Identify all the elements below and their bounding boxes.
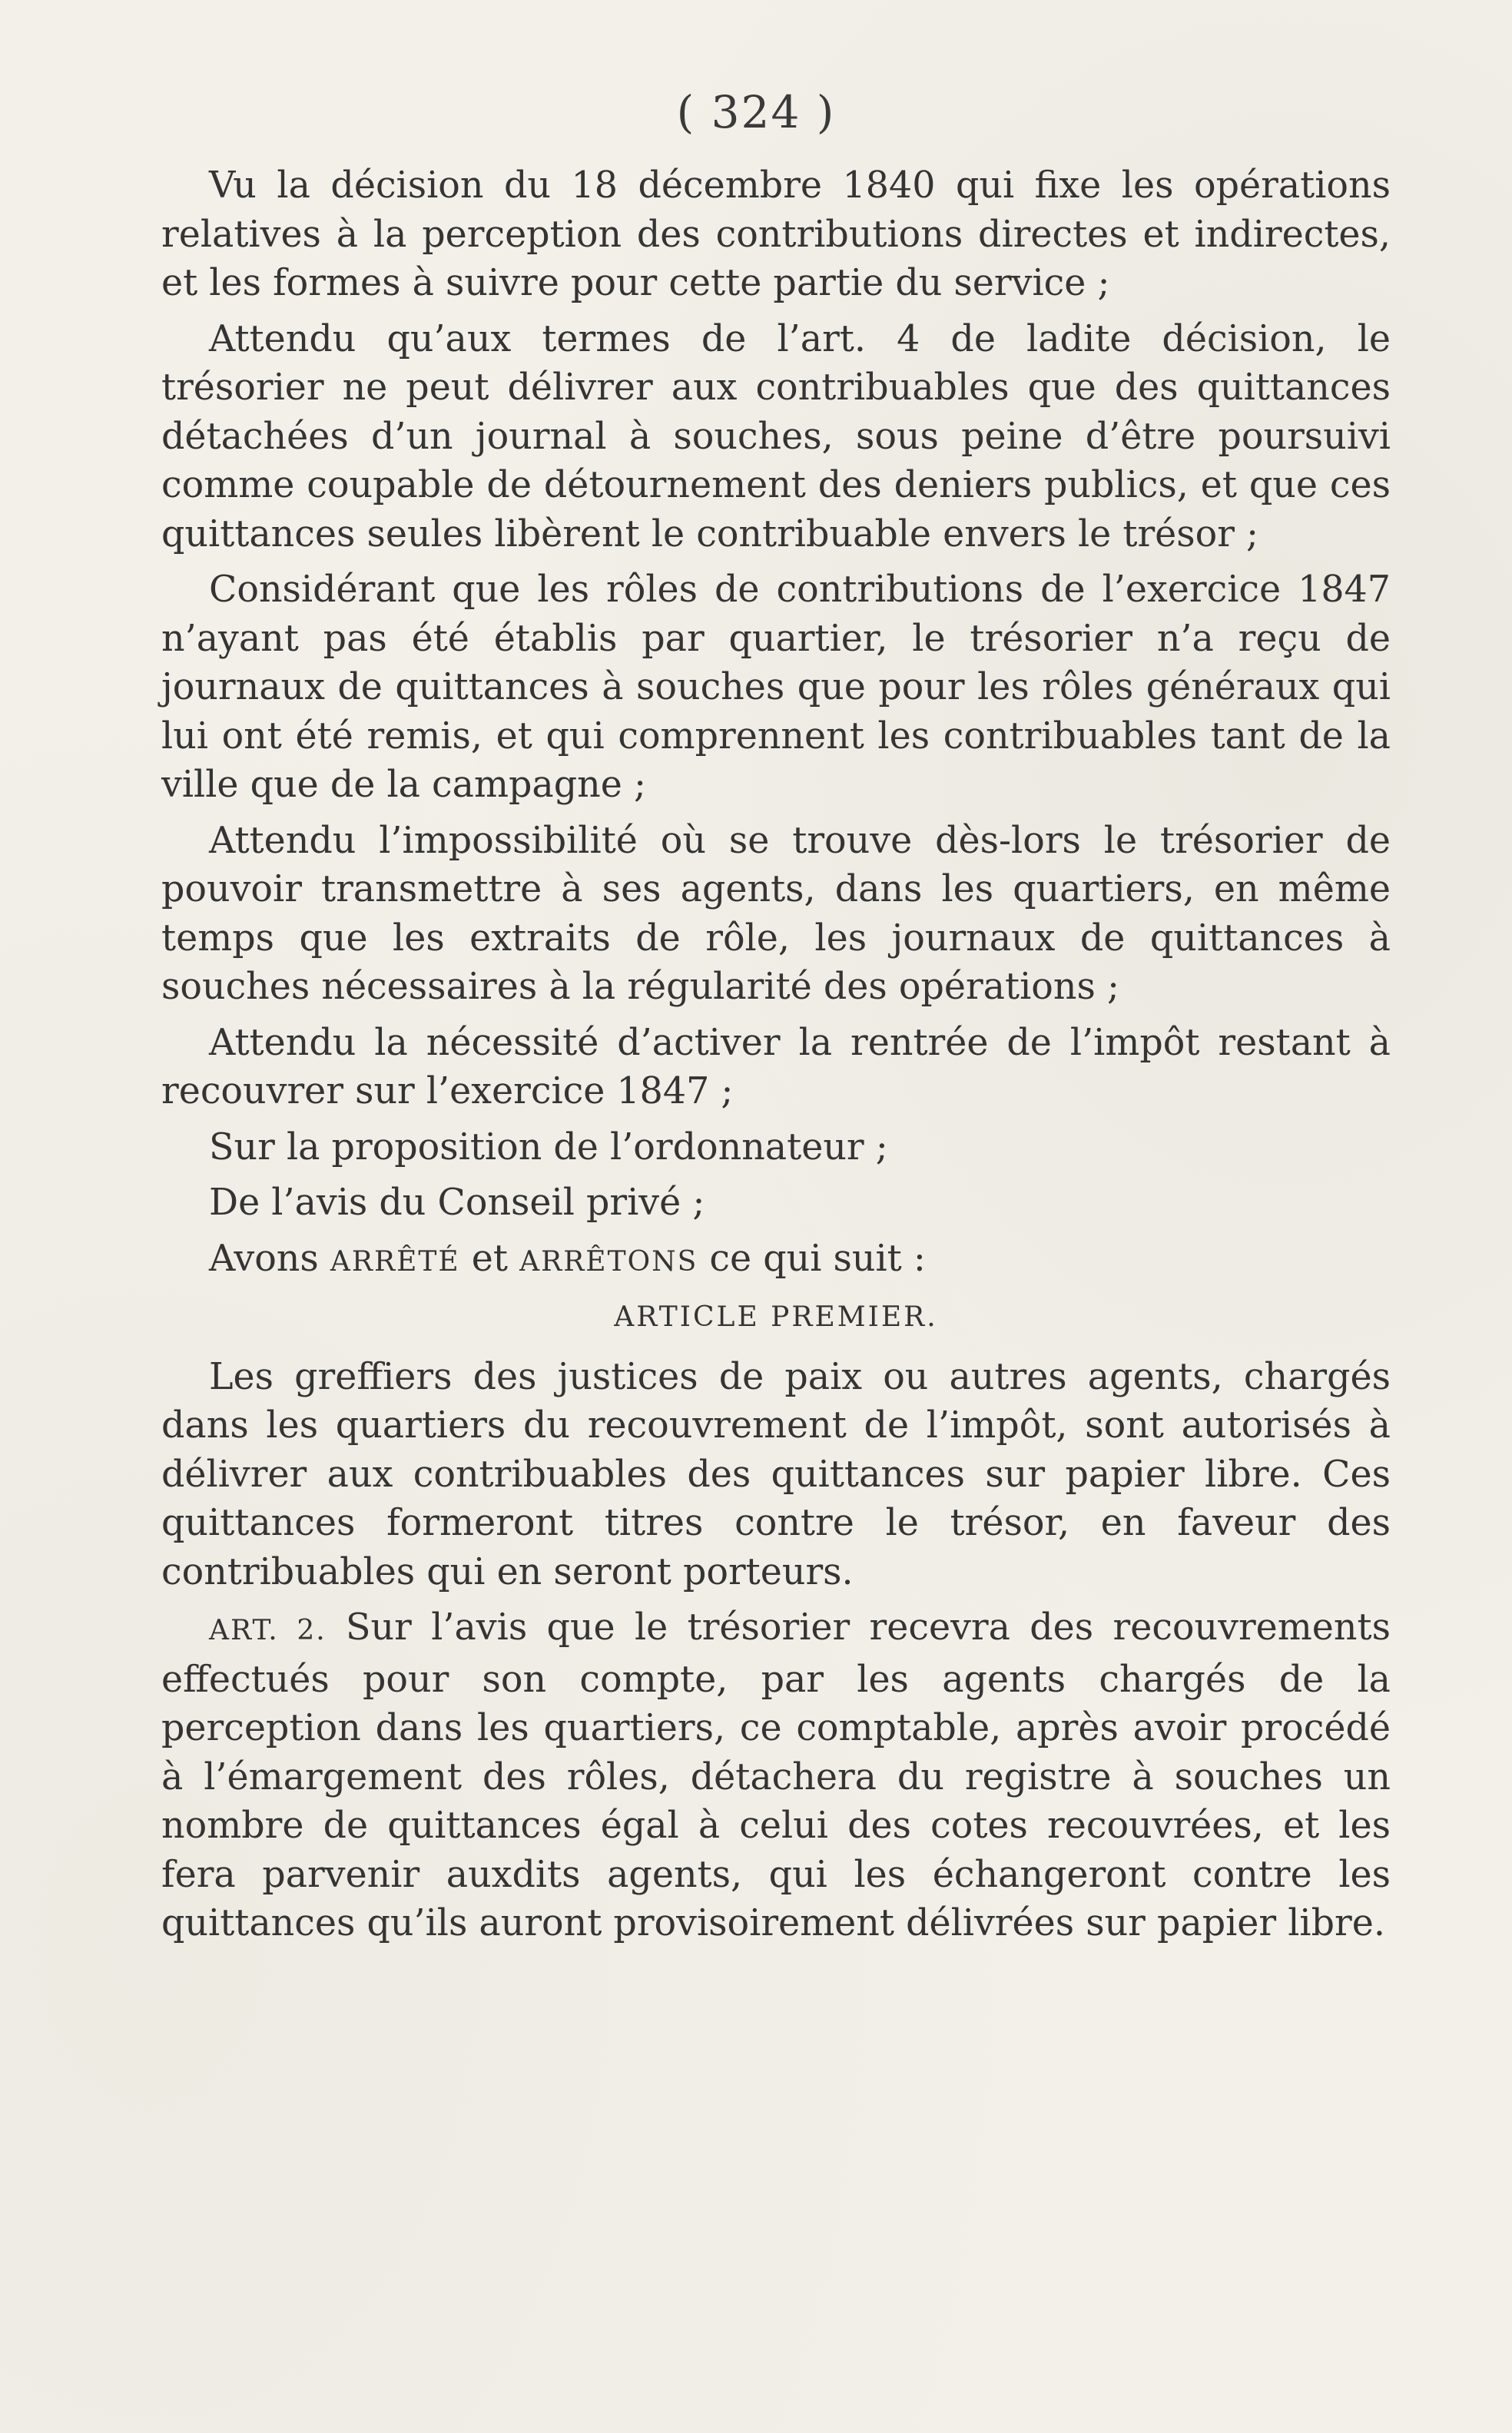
page-number: ( 324 ): [676, 86, 836, 138]
paragraph-considerant: Considérant que les rôles de contributions de l’exercice 1847 n’ayant pas été établis par quartier, le trésorier n’a reçu de journaux de quittances à souches que pour les rôles généraux qui lui ont été remis, et qui comprennent les contribuables tant de la ville que de la campagne ;: [161, 568, 1391, 806]
paragraph-article-2: [161, 1603, 1391, 1948]
avons-text: Avons: [209, 1237, 319, 1280]
paragraph-attendu-necessite: Attendu la nécessité d’activer la rentrée de l’impôt restant à recouvrer sur l’exercice 1847 ;: [161, 1021, 1391, 1112]
article-2-text: Sur l’avis que le trésorier recevra des recouvrements effectués pour son compte, par les agents chargés de la perception dans les quartiers, ce comptable, après avoir procédé à l’émargement des rôles, détachera du registre à souches un nombre de quittances égal à celui des cotes recouvrées, et les fera parvenir auxdits agents, qui les échangeront contre les quittances qu’ils auront provisoirement délivrées sur papier libre.: [161, 1606, 1391, 1944]
arrete-text: ARRÊTÉ: [330, 1245, 460, 1278]
ce-qui-suit-text: ce qui suit :: [709, 1237, 926, 1280]
paragraph-attendu-art-4: Attendu qu’aux termes de l’art. 4 de ladite décision, le trésorier ne peut délivrer aux contribuables que des quittances détachées d’un journal à souches, sous peine d’être poursuivi comme coupable de détournement des deniers publics, et que ces quittances seules libèrent le contribuable envers le trésor ;: [161, 317, 1391, 555]
article-premier-heading: ARTICLE PREMIER.: [614, 1301, 938, 1333]
arretons-text: ARRÊTONS: [519, 1245, 698, 1278]
paragraph-article-premier: Les greffiers des justices de paix ou autres agents, chargés dans les quartiers du recouvrement de l’impôt, sont autorisés à délivrer aux contribuables des quittances sur papier libre. Ces quittances formeront titres contre le trésor, en faveur des contribuables qui en seront porteurs.: [161, 1355, 1391, 1593]
paragraph-avons-arrete: [161, 1235, 1391, 1287]
article-2-label: ART. 2.: [209, 1615, 327, 1646]
paragraph-attendu-impossibilite: Attendu l’impossibilité où se trouve dès-lors le trésorier de pouvoir transmettre à ses agents, dans les quartiers, en même temps que les extraits de rôle, les journaux de quittances à souches nécessaires à la régularité des opérations ;: [161, 819, 1391, 1008]
document-body: [161, 161, 1391, 1955]
paragraph-proposition: Sur la proposition de l’ordonnateur ;: [209, 1125, 888, 1168]
paragraph-avis-conseil: De l’avis du Conseil privé ;: [209, 1182, 705, 1224]
paragraph-vu-la-decision: Vu la décision du 18 décembre 1840 qui fixe les opérations relatives à la perception des contributions directes et indirectes, et les formes à suivre pour cette partie du service ;: [161, 164, 1391, 304]
et-text: et: [471, 1237, 508, 1280]
